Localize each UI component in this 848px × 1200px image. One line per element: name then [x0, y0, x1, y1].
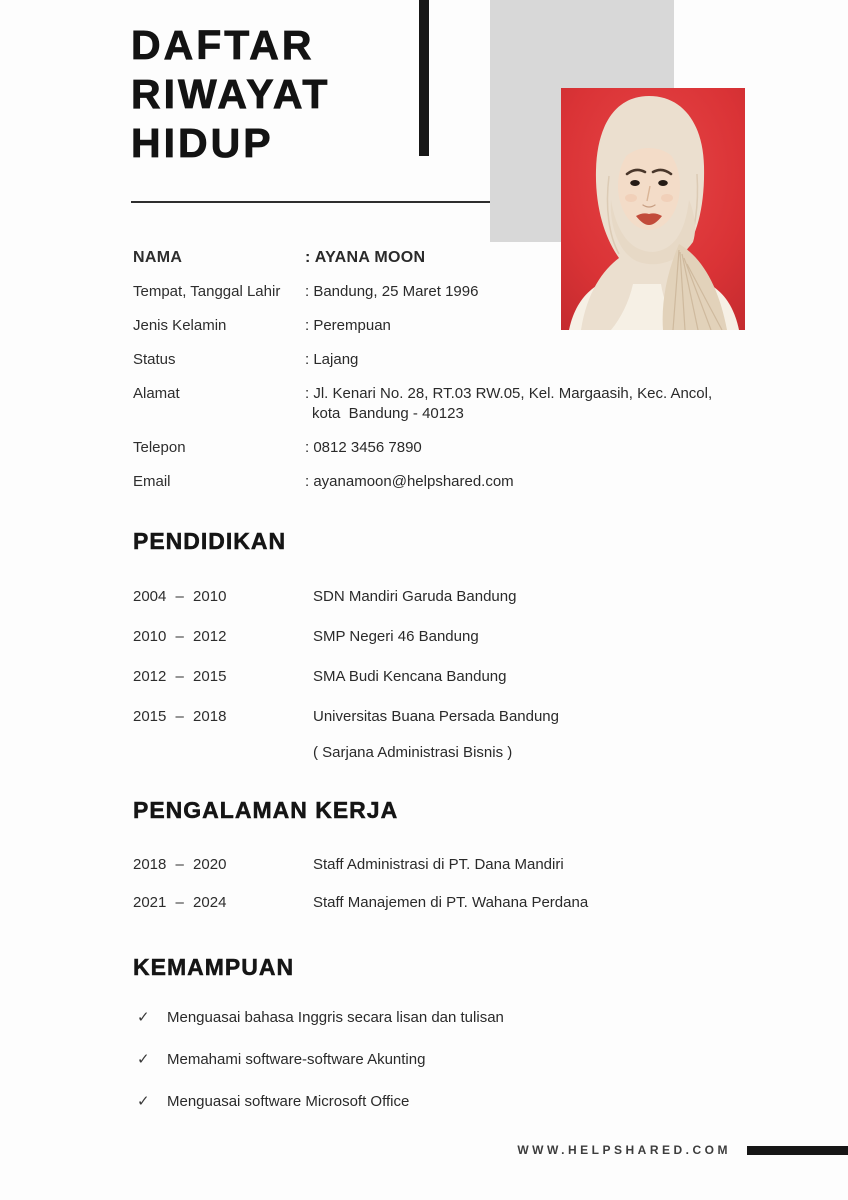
education-heading: PENDIDIKAN — [133, 528, 287, 554]
page-title-line-3: HIDUP — [131, 120, 274, 166]
personal-data-section — [133, 248, 751, 506]
period: 2012 – 2015 — [133, 668, 227, 685]
check-icon: ✓ — [137, 1009, 150, 1026]
experience-heading: PENGALAMAN KERJA — [133, 797, 399, 823]
skill-text: Menguasai bahasa Inggris secara lisan dan tulisan — [167, 1009, 504, 1026]
job-title: Staff Administrasi di PT. Dana Mandiri — [313, 856, 564, 873]
education-row — [133, 667, 751, 687]
job-title: Staff Manajemen di PT. Wahana Perdana — [313, 894, 589, 911]
field-value: : AYANA MOON — [305, 249, 426, 266]
experience-section — [133, 797, 751, 931]
education-row — [133, 627, 751, 647]
field-label: Telepon — [133, 439, 186, 456]
period: 2004 – 2010 — [133, 588, 227, 605]
school-name: SDN Mandiri Garuda Bandung — [313, 588, 517, 605]
page-title — [131, 21, 330, 168]
experience-row — [133, 855, 751, 875]
skill-text: Memahami software-software Akunting — [167, 1051, 426, 1068]
field-value: : Perempuan — [305, 317, 391, 334]
personal-row-telepon — [133, 438, 751, 458]
field-value: : Lajang — [305, 351, 359, 368]
school-name: SMA Budi Kencana Bandung — [313, 668, 507, 685]
education-row — [133, 587, 751, 607]
skills-heading: KEMAMPUAN — [133, 954, 295, 980]
top-vertical-bar — [419, 0, 429, 156]
field-value: : 0812 3456 7890 — [305, 439, 422, 456]
personal-row-status — [133, 350, 751, 370]
footer-bar — [747, 1146, 848, 1155]
page-title-line-1: DAFTAR — [131, 22, 315, 68]
school-name: Universitas Buana Persada Bandung — [313, 708, 559, 725]
check-icon: ✓ — [137, 1051, 150, 1068]
check-icon: ✓ — [137, 1093, 150, 1110]
education-section — [133, 528, 751, 763]
personal-row-ttl — [133, 282, 751, 302]
field-value: : ayanamoon@helpshared.com — [305, 473, 514, 490]
personal-row-jenis-kelamin — [133, 316, 751, 336]
personal-row-nama — [133, 248, 751, 268]
field-value — [305, 384, 751, 424]
field-label: Tempat, Tanggal Lahir — [133, 283, 281, 300]
skills-list — [133, 1008, 751, 1112]
period: 2015 – 2018 — [133, 708, 227, 725]
address-line-2: kota Bandung - 40123 — [312, 405, 464, 422]
page-title-line-2: RIWAYAT — [131, 71, 331, 117]
education-row — [133, 707, 751, 727]
skill-item — [133, 1092, 751, 1112]
period: 2018 – 2020 — [133, 856, 227, 873]
degree-note: ( Sarjana Administrasi Bisnis ) — [313, 744, 513, 761]
personal-row-email — [133, 472, 751, 492]
field-label: Status — [133, 351, 176, 368]
skill-text: Menguasai software Microsoft Office — [167, 1093, 410, 1110]
experience-rows — [133, 855, 751, 913]
education-rows — [133, 587, 751, 763]
title-divider-line — [131, 201, 490, 203]
period: 2010 – 2012 — [133, 628, 227, 645]
field-value: : Bandung, 25 Maret 1996 — [305, 283, 479, 300]
field-label: Jenis Kelamin — [133, 317, 227, 334]
field-label: NAMA — [133, 249, 183, 266]
school-name: SMP Negeri 46 Bandung — [313, 628, 479, 645]
period: 2021 – 2024 — [133, 894, 227, 911]
skill-item — [133, 1050, 751, 1070]
personal-row-alamat — [133, 384, 751, 424]
field-label: Alamat — [133, 385, 180, 402]
field-label: Email — [133, 473, 171, 490]
skill-item — [133, 1008, 751, 1028]
skills-section — [133, 954, 751, 1134]
experience-row — [133, 893, 751, 913]
address-line-1: : Jl. Kenari No. 28, RT.03 RW.05, Kel. Margaasih, Kec. Ancol, — [305, 385, 713, 402]
footer-url: WWW.HELPSHARED.COM — [517, 1143, 731, 1157]
